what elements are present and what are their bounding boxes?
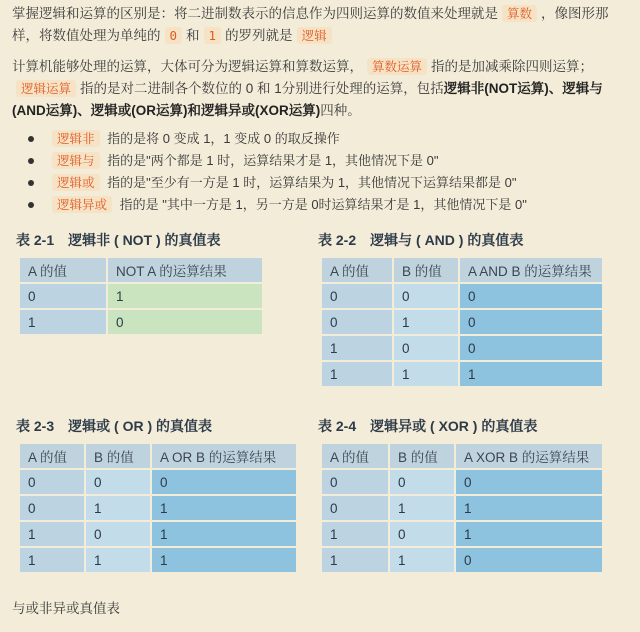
table-cell: 0 (322, 470, 388, 494)
list-item (28, 150, 628, 172)
table-cell: 0 (108, 310, 262, 334)
table-title (318, 230, 523, 250)
xor-truth-table (320, 442, 604, 574)
inline-code: 逻辑与 (52, 152, 100, 169)
list-item (28, 172, 628, 194)
table-row (20, 470, 296, 494)
intro-paragraph-1 (12, 3, 632, 47)
bullet-icon (28, 180, 34, 186)
table-title-text: 逻辑异或 ( XOR ) 的真值表 (370, 418, 538, 434)
table-cell: 0 (20, 470, 84, 494)
column-header: A 的值 (322, 258, 392, 282)
table-row (322, 362, 602, 386)
table-cell: 1 (322, 548, 388, 572)
table-header-row (20, 258, 262, 282)
column-header: B 的值 (390, 444, 454, 468)
intro-text: 和 (186, 28, 200, 43)
table-cell: 1 (460, 362, 602, 386)
table-cell: 1 (322, 362, 392, 386)
column-header: NOT A 的运算结果 (108, 258, 262, 282)
list-item (28, 128, 628, 150)
inline-code: 逻辑异或 (52, 196, 112, 213)
table-cell: 0 (86, 470, 150, 494)
intro-text: 的罗列就是 (225, 28, 293, 43)
table-cell: 1 (456, 496, 602, 520)
table-cell: 0 (460, 310, 602, 334)
table-cell: 1 (390, 496, 454, 520)
bullet-icon (28, 136, 34, 142)
table-cell: 0 (20, 496, 84, 520)
table-cell: 0 (460, 336, 602, 360)
inline-code: 逻辑非 (52, 130, 100, 147)
bullet-icon (28, 158, 34, 164)
column-header: A XOR B 的运算结果 (456, 444, 602, 468)
list-item (28, 194, 628, 216)
table-row (322, 548, 602, 572)
table-number: 表 2-3 (16, 418, 55, 434)
bullet-icon (28, 202, 34, 208)
table-cell: 1 (456, 522, 602, 546)
intro-text: 指的是对二进制各个数位的 0 和 1分别进行处理的运算，包括 (80, 81, 444, 96)
table-title (318, 416, 537, 436)
figure-caption: 与或非异或真值表 (12, 601, 120, 616)
table-cell: 0 (460, 284, 602, 308)
intro-text: ，像图形那样，将数值处理为单纯的 (12, 6, 609, 43)
table-row (322, 496, 602, 520)
table-title-text: 逻辑或 ( OR ) 的真值表 (68, 418, 213, 434)
table-cell: 0 (152, 470, 296, 494)
intro-text: 四种。 (320, 103, 361, 118)
table-row (322, 522, 602, 546)
table-row (322, 470, 602, 494)
table-row (20, 310, 262, 334)
inline-code: 逻辑运算 (16, 80, 76, 97)
column-header: A OR B 的运算结果 (152, 444, 296, 468)
table-title-text: 逻辑非 ( NOT ) 的真值表 (68, 232, 221, 248)
list-item-text: 指的是 "其中一方是 1，另一方是 0时运算结果才是 1，其他情况下是 0" (119, 197, 527, 212)
table-row (20, 522, 296, 546)
bold-text: 逻辑非(NOT运算)、逻辑与(AND运算)、逻辑或(OR运算)和逻辑异或(XOR运算) (12, 81, 603, 118)
inline-code: 算数运算 (367, 58, 427, 75)
column-header: A AND B 的运算结果 (460, 258, 602, 282)
table-cell: 0 (390, 522, 454, 546)
table-cell: 0 (456, 548, 602, 572)
table-row (20, 284, 262, 308)
inline-code: 逻辑 (297, 27, 332, 44)
intro-text: 掌握逻辑和运算的区别是：将二进制数表示的信息作为四则运算的数值来处理就是 (12, 6, 498, 21)
table-row (20, 496, 296, 520)
table-cell: 1 (152, 522, 296, 546)
table-cell: 0 (390, 470, 454, 494)
column-header: B 的值 (86, 444, 150, 468)
not-truth-table (18, 256, 264, 336)
table-number: 表 2-2 (318, 232, 357, 248)
table-cell: 1 (390, 548, 454, 572)
table-cell: 1 (20, 310, 106, 334)
table-cell: 1 (394, 362, 458, 386)
table-header-row (322, 444, 602, 468)
table-cell: 1 (394, 310, 458, 334)
table-cell: 1 (86, 548, 150, 572)
inline-code: 算数 (502, 5, 537, 22)
table-number: 表 2-1 (16, 232, 55, 248)
inline-code: 1 (204, 27, 222, 44)
table-cell: 1 (152, 496, 296, 520)
table-row (322, 284, 602, 308)
column-header: A 的值 (20, 444, 84, 468)
table-cell: 0 (86, 522, 150, 546)
table-cell: 0 (394, 336, 458, 360)
table-title (16, 416, 212, 436)
table-cell: 0 (20, 284, 106, 308)
intro-text: 指的是加减乘除四则运算； (431, 59, 594, 74)
table-header-row (20, 444, 296, 468)
table-cell: 1 (322, 522, 388, 546)
table-cell: 1 (152, 548, 296, 572)
list-item-text: 指的是将 0 变成 1，1 变成 0 的取反操作 (107, 131, 340, 146)
intro-text: 计算机能够处理的运算，大体可分为逻辑运算和算数运算， (12, 59, 363, 74)
and-truth-table (320, 256, 604, 388)
table-title (16, 230, 221, 250)
inline-code: 0 (165, 27, 183, 44)
table-row (322, 310, 602, 334)
inline-code: 逻辑或 (52, 174, 100, 191)
table-cell: 1 (322, 336, 392, 360)
column-header: A 的值 (20, 258, 106, 282)
table-cell: 0 (456, 470, 602, 494)
list-item-text: 指的是"至少有一方是 1 时，运算结果为 1，其他情况下运算结果都是 0" (107, 175, 517, 190)
column-header: B 的值 (394, 258, 458, 282)
or-truth-table (18, 442, 298, 574)
table-cell: 1 (86, 496, 150, 520)
table-cell: 0 (322, 284, 392, 308)
table-title-text: 逻辑与 ( AND ) 的真值表 (370, 232, 524, 248)
table-cell: 0 (322, 496, 388, 520)
table-number: 表 2-4 (318, 418, 357, 434)
bullet-list (28, 128, 628, 216)
table-row (322, 336, 602, 360)
list-item-text: 指的是"两个都是 1 时，运算结果才是 1，其他情况下是 0" (107, 153, 439, 168)
table-header-row (322, 258, 602, 282)
column-header: A 的值 (322, 444, 388, 468)
table-cell: 0 (394, 284, 458, 308)
table-cell: 1 (20, 548, 84, 572)
table-row (20, 548, 296, 572)
intro-paragraph-2 (12, 56, 632, 122)
table-cell: 1 (20, 522, 84, 546)
table-cell: 1 (108, 284, 262, 308)
table-cell: 0 (322, 310, 392, 334)
